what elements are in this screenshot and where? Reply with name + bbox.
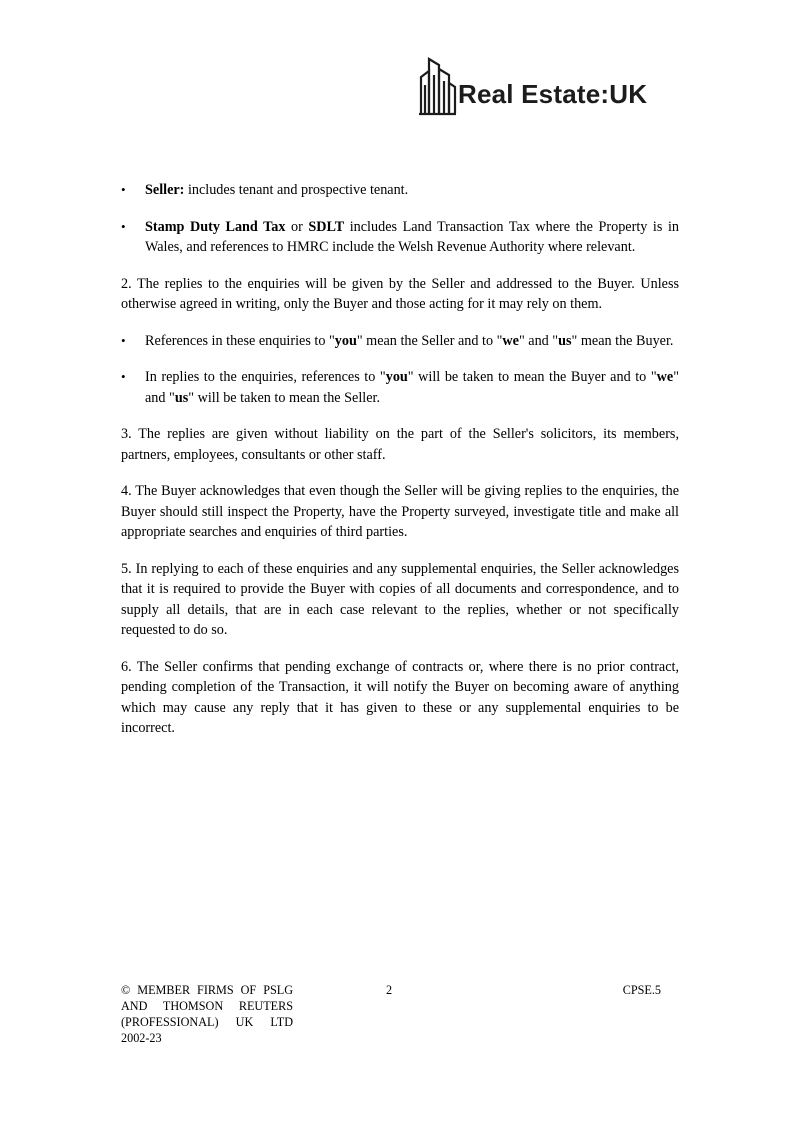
definition-text: includes tenant and prospective tenant. bbox=[184, 182, 409, 198]
copyright-line: © MEMBER FIRMS OF PSLG bbox=[121, 983, 293, 997]
term-sdlt-abbr: SDLT bbox=[308, 218, 345, 235]
copyright-notice bbox=[121, 982, 293, 1046]
term-seller: Seller: bbox=[145, 182, 185, 198]
text-fragment: " mean the Seller and to " bbox=[356, 332, 503, 349]
bullet-icon: • bbox=[121, 369, 126, 384]
text-fragment: References in these enquiries to " bbox=[145, 332, 335, 349]
definition-text: includes Land Transaction Tax where the Property is in Wales, and references to HMRC include the Welsh Revenue Authority where relevant. bbox=[145, 218, 679, 255]
document-code: CPSE.5 bbox=[622, 983, 661, 997]
list-item bbox=[121, 217, 679, 258]
list-item bbox=[121, 331, 679, 352]
term-you: you bbox=[385, 369, 408, 385]
copyright-line: (PROFESSIONAL) UK LTD bbox=[121, 1015, 293, 1029]
text-fragment: In replies to the enquiries, references to " bbox=[145, 369, 386, 385]
document-body bbox=[121, 180, 679, 755]
term-you: you bbox=[334, 332, 357, 349]
text-fragment: " will be taken to mean the Buyer and to " bbox=[407, 369, 657, 385]
paragraph-3: 3. The replies are given without liability on the part of the Seller's solicitors, its members, partners, employees, consultants or other staff. bbox=[121, 426, 679, 463]
building-logo-icon bbox=[418, 55, 458, 117]
term-us: us bbox=[174, 389, 189, 406]
connector-text: or bbox=[285, 218, 309, 235]
brand-logo bbox=[418, 55, 688, 117]
term-we: we bbox=[502, 332, 519, 349]
bullet-icon: • bbox=[121, 332, 126, 348]
paragraph-6: 6. The Seller confirms that pending exchange of contracts or, where there is no prior contract, pending completion of the Transaction, it will notify the Buyer on becoming aware of anything which may cause any reply that it has given to these or any supplemental enquiries to be incorrect. bbox=[121, 658, 679, 736]
term-sdlt: Stamp Duty Land Tax bbox=[145, 218, 286, 235]
term-we: we bbox=[656, 369, 674, 385]
paragraph-2: 2. The replies to the enquiries will be given by the Seller and addressed to the Buyer. Unless otherwise agreed in writing, only the Buyer and those acting for it may rely on them. bbox=[121, 275, 679, 312]
bullet-icon: • bbox=[121, 218, 126, 234]
text-fragment: " and " bbox=[518, 332, 559, 349]
text-fragment: " and " bbox=[145, 369, 679, 406]
term-us: us bbox=[558, 332, 572, 349]
text-fragment: " will be taken to mean the Seller. bbox=[188, 389, 381, 406]
copyright-line: AND THOMSON REUTERS bbox=[121, 999, 293, 1013]
text-fragment: " mean the Buyer. bbox=[571, 332, 674, 349]
page-number: 2 bbox=[386, 983, 393, 997]
copyright-year: 2002-23 bbox=[121, 1031, 162, 1045]
paragraph-5: 5. In replying to each of these enquiries and any supplemental enquiries, the Seller acknowledges that it is required to provide the Buyer with copies of all documents and correspondence, and to supply all details, that are in each case relevant to the replies, whether or not specifically requested to do so. bbox=[121, 560, 679, 638]
brand-name: Real Estate:UK bbox=[458, 79, 648, 109]
paragraph-4: 4. The Buyer acknowledges that even though the Seller will be giving replies to the enquiries, the Buyer should still inspect the Property, have the Property surveyed, investigate title and make all appropriate searches and enquiries of third parties. bbox=[121, 483, 679, 540]
list-item bbox=[121, 367, 679, 408]
bullet-icon: • bbox=[121, 182, 126, 197]
list-item bbox=[121, 180, 679, 201]
